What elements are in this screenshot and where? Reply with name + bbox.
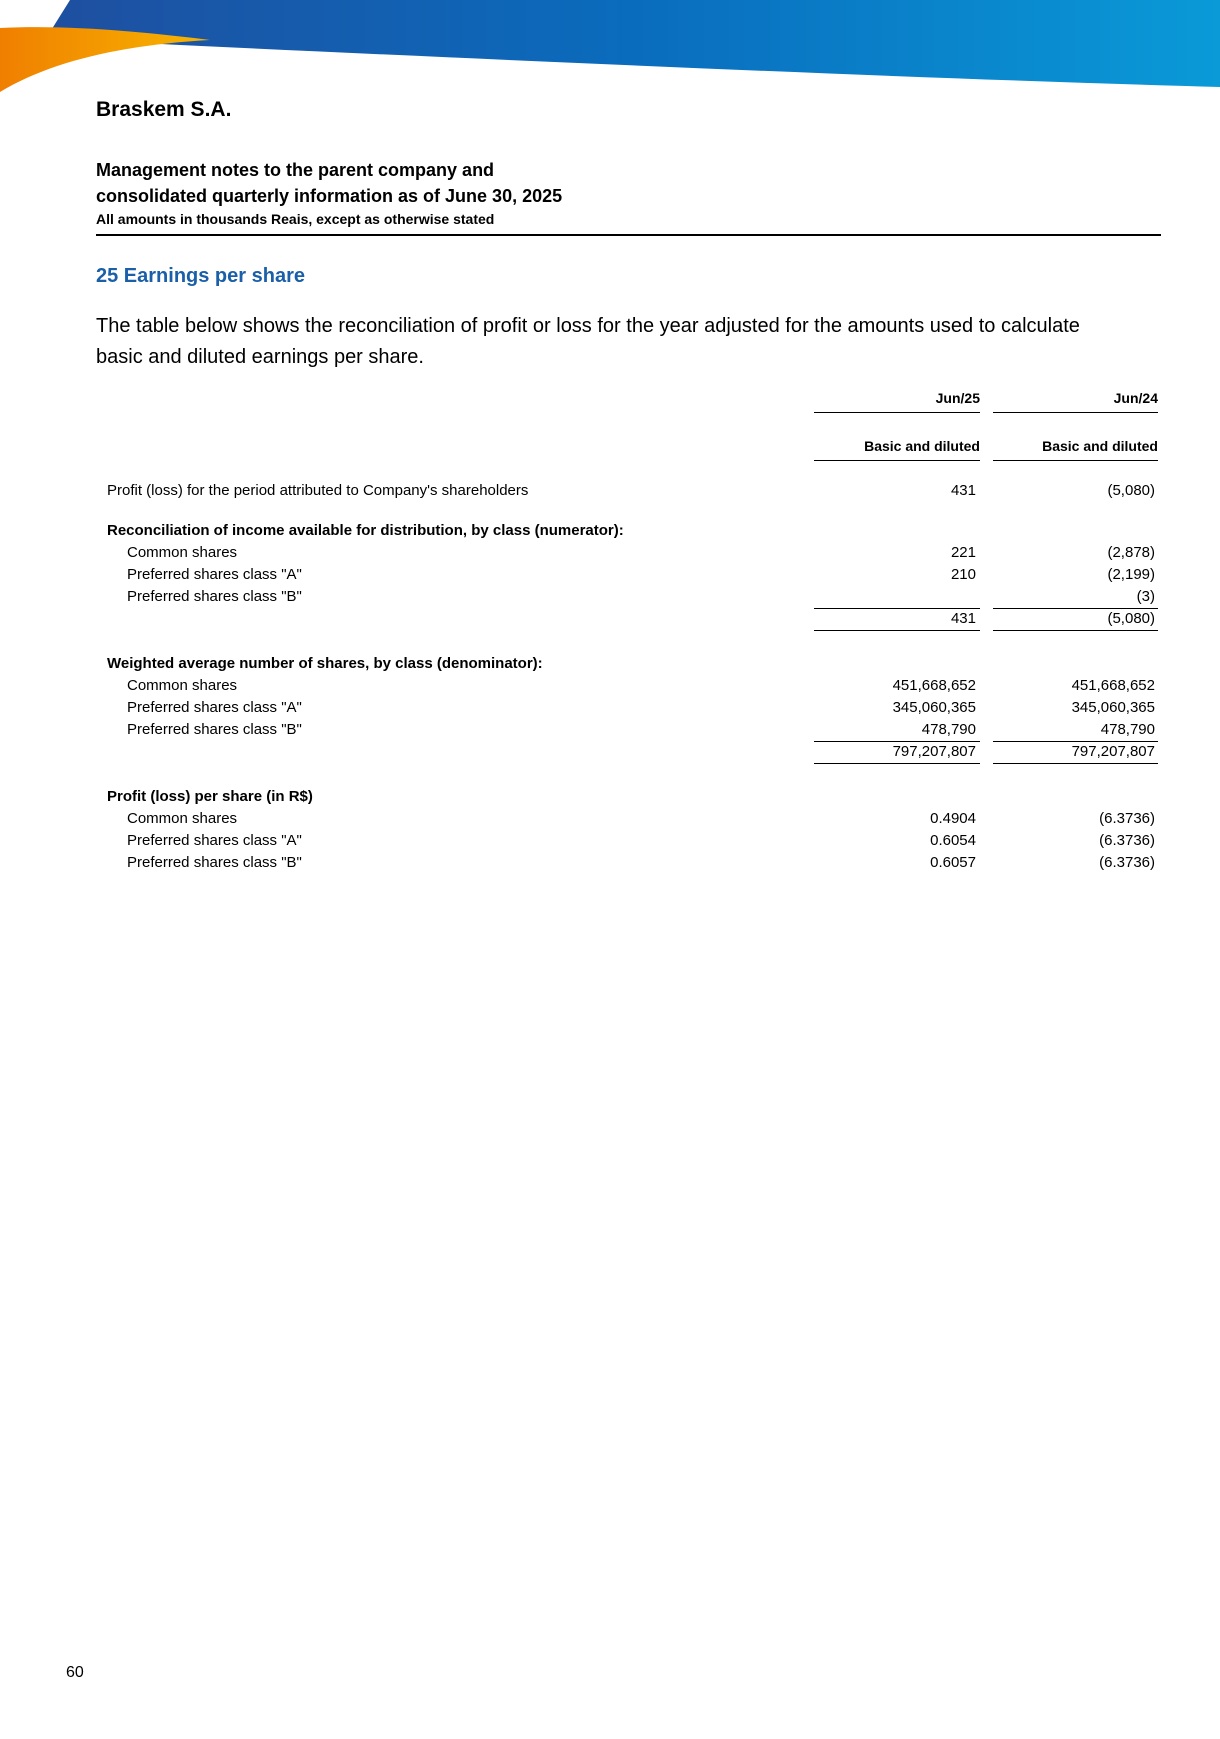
row-label: Preferred shares class "B" — [127, 588, 302, 605]
intro-paragraph — [96, 311, 1176, 373]
total-jun24: 797,207,807 — [1071, 743, 1155, 760]
row-label: Common shares — [127, 677, 238, 694]
table-row — [96, 653, 1161, 675]
row-label: Preferred shares class "A" — [127, 832, 302, 849]
total-jun24: (5,080) — [1107, 610, 1155, 627]
col-header-jun25: Jun/25 — [935, 390, 980, 406]
table-row — [96, 564, 1161, 586]
row-label: Preferred shares class "B" — [127, 721, 302, 738]
denominator-heading: Weighted average number of shares, by class (denominator): — [107, 655, 543, 672]
value-jun24: 345,060,365 — [1071, 699, 1155, 716]
total-line — [814, 630, 980, 631]
value-jun25: 0.6057 — [930, 854, 976, 871]
header-banner — [0, 0, 1220, 95]
document-title-line-2: consolidated quarterly information as of June 30, 2025 — [96, 186, 563, 206]
col-header-jun24: Jun/24 — [1113, 390, 1158, 406]
row-label: Profit (loss) for the period attributed to Company's shareholders — [107, 482, 529, 499]
per-share-heading: Profit (loss) per share (in R$) — [107, 788, 313, 805]
value-jun24: (6.3736) — [1099, 810, 1155, 827]
value-jun24: (2,199) — [1107, 566, 1155, 583]
value-jun24: (6.3736) — [1099, 832, 1155, 849]
table-row-total — [96, 608, 1161, 630]
table-row — [96, 520, 1161, 542]
table-row — [96, 586, 1161, 608]
total-line — [993, 630, 1158, 631]
table-row — [96, 786, 1161, 808]
value-jun24: (3) — [1136, 588, 1155, 605]
value-jun25: 210 — [950, 566, 976, 583]
row-label: Common shares — [127, 544, 238, 561]
col-subheader-2: Basic and diluted — [1042, 438, 1158, 454]
value-jun25: 478,790 — [921, 721, 976, 738]
table-row — [96, 675, 1161, 697]
subheader-underline — [993, 460, 1158, 461]
value-jun25: 0.4904 — [930, 810, 976, 827]
value-jun24: 451,668,652 — [1071, 677, 1155, 694]
value-jun25: 345,060,365 — [892, 699, 976, 716]
row-label: Preferred shares class "B" — [127, 854, 302, 871]
value-jun25: 451,668,652 — [892, 677, 976, 694]
period-header-row — [96, 390, 1161, 414]
amounts-note: All amounts in thousands Reais, except as otherwise stated — [96, 211, 495, 227]
table-row — [96, 852, 1161, 874]
table-row — [96, 830, 1161, 852]
value-jun24: (6.3736) — [1099, 854, 1155, 871]
subheader-underline — [814, 460, 980, 461]
col-subheader-1: Basic and diluted — [864, 438, 980, 454]
table-row — [96, 697, 1161, 719]
earnings-per-share-table — [96, 390, 1161, 874]
table-row-total — [96, 741, 1161, 763]
row-label: Preferred shares class "A" — [127, 566, 302, 583]
value-jun25: 0.6054 — [930, 832, 976, 849]
table-row — [96, 719, 1161, 741]
total-line — [993, 763, 1158, 764]
value-jun25: 431 — [950, 482, 976, 499]
intro-line-1: The table below shows the reconciliation of profit or loss for the year adjusted for the amounts used to calculate — [96, 315, 1080, 337]
header-divider — [96, 234, 1161, 236]
intro-line-2: basic and diluted earnings per share. — [96, 346, 424, 368]
table-row — [96, 480, 1161, 502]
value-jun24: (2,878) — [1107, 544, 1155, 561]
table-row — [96, 542, 1161, 564]
value-jun24: 478,790 — [1100, 721, 1155, 738]
header-underline — [993, 412, 1158, 413]
table-row — [96, 808, 1161, 830]
company-name: Braskem S.A. — [96, 98, 232, 121]
header-underline — [814, 412, 980, 413]
document-title — [96, 157, 562, 209]
total-jun25: 797,207,807 — [892, 743, 976, 760]
section-title: 25 Earnings per share — [96, 265, 305, 287]
value-jun25: 221 — [950, 544, 976, 561]
total-jun25: 431 — [950, 610, 976, 627]
page-number: 60 — [66, 1664, 84, 1681]
numerator-heading: Reconciliation of income available for distribution, by class (numerator): — [107, 522, 624, 539]
total-line — [814, 763, 980, 764]
row-label: Common shares — [127, 810, 238, 827]
row-label: Preferred shares class "A" — [127, 699, 302, 716]
document-title-line-1: Management notes to the parent company and — [96, 160, 495, 180]
subheader-row — [96, 438, 1161, 462]
value-jun24: (5,080) — [1107, 482, 1155, 499]
